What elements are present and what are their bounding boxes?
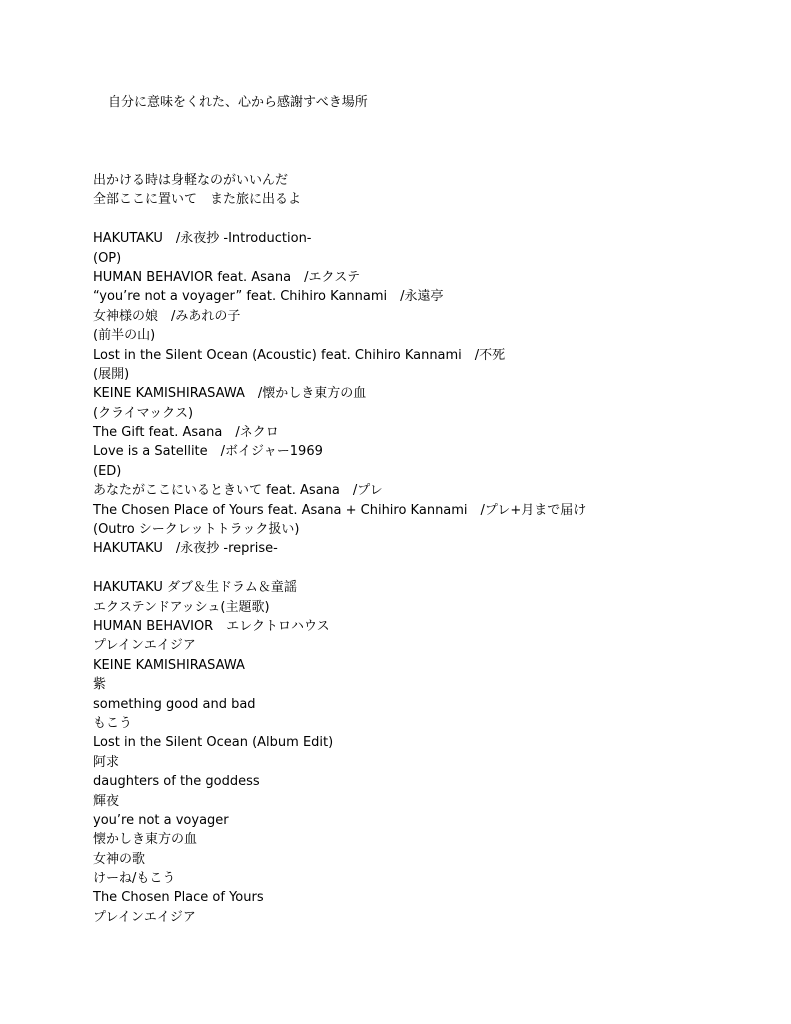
notes-line: 女神の歌 [93, 851, 146, 867]
notes-line: プレインエイジア [93, 638, 196, 654]
notes-line: something good and bad [93, 696, 256, 712]
tracklist-line: (Outro シークレットトラック扱い) [93, 522, 300, 538]
notes-line: エクステンドアッシュ(主題歌) [93, 599, 270, 615]
notes-line: 阿求 [93, 754, 120, 770]
tracklist-line: 女神様の娘 /みあれの子 [93, 308, 241, 324]
tracklist-line: (展開) [93, 366, 130, 382]
notes-line: けーね/もこう [93, 871, 176, 887]
notes-line: Lost in the Silent Ocean (Album Edit) [93, 735, 334, 751]
notes-line: 紫 [93, 677, 107, 693]
paragraph-gap [93, 210, 773, 229]
notes-line: The Chosen Place of Yours [93, 890, 264, 906]
tracklist-line: (ED) [93, 463, 122, 479]
tracklist-line: HUMAN BEHAVIOR feat. Asana /エクステ [93, 269, 361, 285]
notes-block [93, 578, 773, 927]
tracklist-line: HAKUTAKU /永夜抄 -Introduction- [93, 231, 312, 247]
tracklist-line: (OP) [93, 250, 122, 266]
paragraph-gap [93, 559, 773, 578]
tracklist-line: The Gift feat. Asana /ネクロ [93, 425, 279, 441]
notes-line: 懐かしき東方の血 [93, 832, 198, 848]
notes-line: プレインエイジア [93, 909, 196, 925]
page-title: 自分に意味をくれた、心から感謝すべき場所 [108, 95, 368, 110]
intro-block [93, 171, 773, 210]
notes-line: daughters of the goddess [93, 774, 260, 790]
notes-line: KEINE KAMISHIRASAWA [93, 657, 245, 673]
tracklist-line: KEINE KAMISHIRASAWA /懐かしき東方の血 [93, 386, 367, 402]
notes-line: もこう [93, 715, 133, 731]
tracklist-line: あなたがここにいるときいて feat. Asana /プレ [93, 483, 383, 499]
notes-line: you’re not a voyager [93, 812, 229, 828]
tracklist-line: (前半の山) [93, 328, 156, 344]
intro-line: 出かける時は身軽なのがいいんだ [93, 173, 289, 188]
tracklist-line: Lost in the Silent Ocean (Acoustic) feat. Chihiro Kannami /不死 [93, 347, 506, 363]
tracklist-line: “you’re not a voyager” feat. Chihiro Kannami /永遠亭 [93, 289, 444, 305]
document-body [93, 171, 773, 927]
notes-line: 輝夜 [93, 793, 120, 809]
notes-line: HAKUTAKU ダブ＆生ドラム＆童謡 [93, 580, 297, 596]
tracklist-block [93, 229, 773, 559]
tracklist-line: HAKUTAKU /永夜抄 -reprise- [93, 541, 278, 557]
tracklist-line: The Chosen Place of Yours feat. Asana + Chihiro Kannami /プレ+月まで届け [93, 502, 587, 518]
notes-line: HUMAN BEHAVIOR エレクトロハウス [93, 618, 330, 634]
intro-line: 全部ここに置いて また旅に出るよ [93, 192, 302, 208]
tracklist-line: Love is a Satellite /ボイジャー1969 [93, 444, 323, 460]
tracklist-line: (クライマックス) [93, 405, 194, 421]
